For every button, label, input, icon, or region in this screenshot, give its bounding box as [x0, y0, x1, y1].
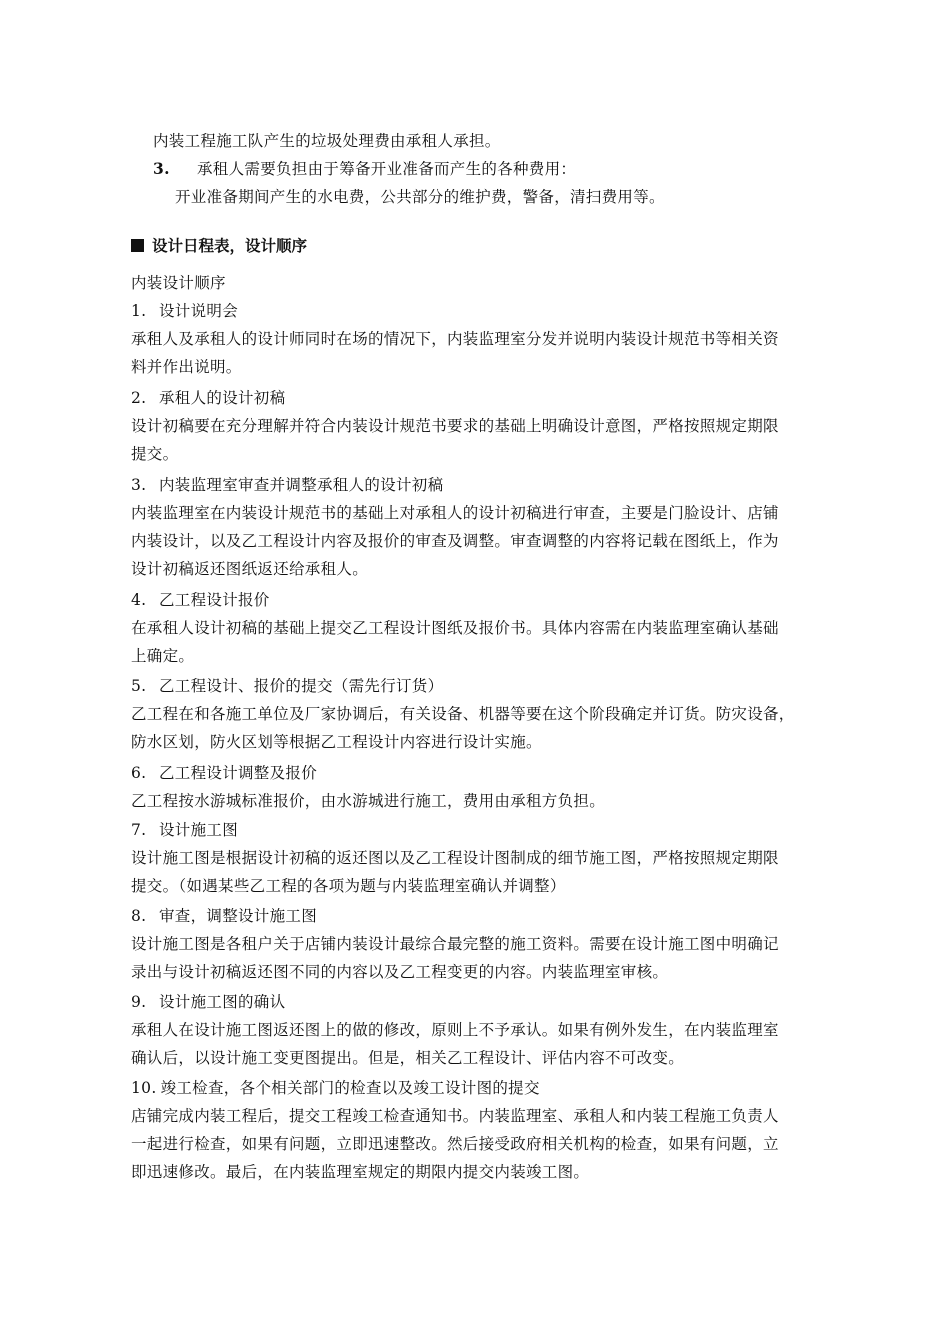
section-subtitle: 内装设计顺序: [131, 274, 226, 292]
step-body-line: 上确定。: [131, 647, 195, 665]
step-number: 1.: [131, 302, 147, 320]
step-title: [131, 905, 317, 927]
step-body-line: 即迅速修改。最后，在内装监理室规定的期限内提交内装竣工图。: [131, 1163, 590, 1181]
step-title-text: 审查，调整设计施工图: [159, 907, 318, 925]
step-body-line: 设计施工图是各租户关于店铺内装设计最综合最完整的施工资料。需要在设计施工图中明确记: [131, 935, 779, 953]
section-heading: [131, 235, 307, 257]
list-item-text: 承租人需要负担由于筹备开业准备而产生的各种费用：: [197, 160, 577, 178]
section-heading-text: 设计日程表，设计顺序: [152, 237, 308, 255]
step-title-text: 竣工检查，各个相关部门的检查以及竣工设计图的提交: [160, 1079, 540, 1097]
step-body-line: 在承租人设计初稿的基础上提交乙工程设计图纸及报价书。具体内容需在内装监理室确认基础: [131, 619, 779, 637]
step-title: [131, 819, 238, 841]
step-title-text: 乙工程设计报价: [159, 591, 270, 609]
step-body-line: 店铺完成内装工程后，提交工程竣工检查通知书。内装监理室、承租人和内装工程施工负责人: [131, 1107, 779, 1125]
step-number: 10.: [131, 1079, 157, 1097]
step-number: 7.: [131, 821, 147, 839]
step-body-line: 乙工程按水游城标准报价，由水游城进行施工，费用由承租方负担。: [131, 792, 606, 810]
step-body-line: 设计初稿返还图纸返还给承租人。: [131, 560, 369, 578]
step-title-text: 承租人的设计初稿: [159, 389, 286, 407]
step-body-line: 录出与设计初稿返还图不同的内容以及乙工程变更的内容。内装监理室审核。: [131, 963, 669, 981]
step-title-text: 设计施工图: [159, 821, 239, 839]
step-body-line: 提交。（如遇某些乙工程的各项为题与内装监理室确认并调整）: [131, 877, 566, 895]
step-title-text: 乙工程设计、报价的提交（需先行订货）: [159, 677, 444, 695]
step-title: [131, 300, 238, 322]
step-body-line: 承租人及承租人的设计师同时在场的情况下，内装监理室分发并说明内装设计规范书等相关资: [131, 330, 779, 348]
step-number: 9.: [131, 993, 147, 1011]
step-title: [131, 1077, 540, 1099]
black-square-bullet-icon: [131, 239, 144, 252]
step-number: 5.: [131, 677, 147, 695]
step-body-line: 内装设计，以及乙工程设计内容及报价的审查及调整。审查调整的内容将记载在图纸上，作为: [131, 532, 779, 550]
step-body-line: 提交。: [131, 445, 179, 463]
list-item-3-detail: 开业准备期间产生的水电费，公共部分的维护费，警备，清扫费用等。: [175, 188, 665, 206]
garbage-fee-line: 内装工程施工队产生的垃圾处理费由承租人承担。: [153, 132, 501, 150]
step-body-line: 防水区划，防火区划等根据乙工程设计内容进行设计实施。: [131, 733, 542, 751]
list-number: 3.: [153, 159, 170, 178]
step-number: 2.: [131, 389, 147, 407]
step-body-line: 内装监理室在内装设计规范书的基础上对承租人的设计初稿进行审查，主要是门脸设计、店铺: [131, 504, 779, 522]
step-title-text: 设计施工图的确认: [159, 993, 286, 1011]
step-body-line: 乙工程在和各施工单位及厂家协调后，有关设备、机器等要在这个阶段确定并订货。防灾设备，: [131, 705, 795, 723]
step-number: 6.: [131, 764, 147, 782]
step-body-line: 料并作出说明。: [131, 358, 242, 376]
step-body-line: 设计初稿要在充分理解并符合内装设计规范书要求的基础上明确设计意图，严格按照规定期限: [131, 417, 779, 435]
step-body-line: 设计施工图是根据设计初稿的返还图以及乙工程设计图制成的细节施工图，严格按照规定期限: [131, 849, 779, 867]
step-title: [131, 762, 317, 784]
step-number: 8.: [131, 907, 147, 925]
step-title: [131, 589, 270, 611]
list-item-3: [153, 158, 576, 180]
step-title: [131, 991, 285, 1013]
step-title-text: 乙工程设计调整及报价: [159, 764, 318, 782]
step-title-text: 内装监理室审查并调整承租人的设计初稿: [159, 476, 444, 494]
step-number: 4.: [131, 591, 147, 609]
step-title-text: 设计说明会: [159, 302, 239, 320]
step-body-line: 确认后，以设计施工变更图提出。但是，相关乙工程设计、评估内容不可改变。: [131, 1049, 685, 1067]
step-title: [131, 387, 285, 409]
step-title: [131, 675, 443, 697]
step-title: [131, 474, 443, 496]
step-number: 3.: [131, 476, 147, 494]
step-body-line: 一起进行检查，如果有问题，立即迅速整改。然后接受政府相关机构的检查，如果有问题，立: [131, 1135, 779, 1153]
step-body-line: 承租人在设计施工图返还图上的做的修改，原则上不予承认。如果有例外发生，在内装监理室: [131, 1021, 779, 1039]
